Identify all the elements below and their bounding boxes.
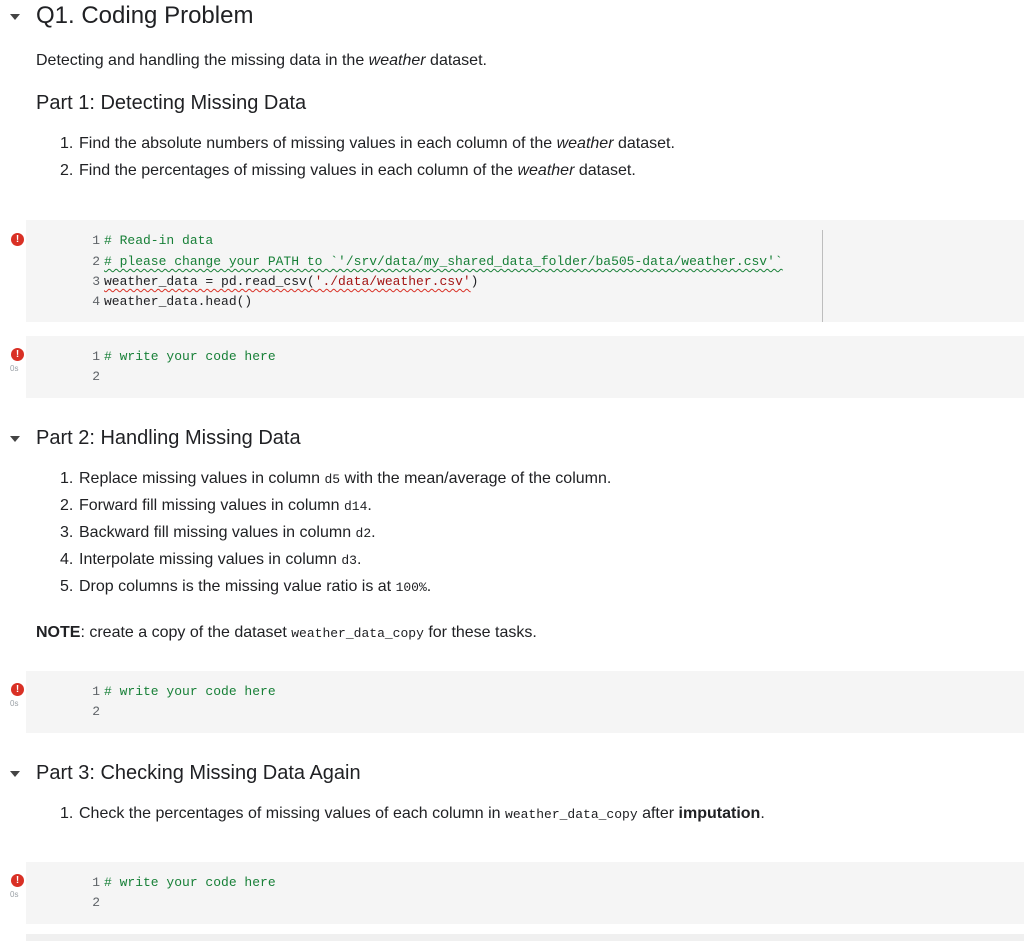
list-number: 2.: [60, 162, 74, 179]
list-number: 1.: [60, 135, 74, 152]
list-bold: imputation: [678, 805, 761, 822]
list-number: 3.: [60, 524, 74, 541]
exec-time: 0s: [10, 890, 19, 899]
list-text: Replace missing values in column: [79, 470, 325, 487]
list-text: Drop columns is the missing value ratio is at: [79, 578, 396, 595]
code-line-4[interactable]: [86, 292, 252, 312]
inline-code: 100%: [395, 580, 427, 595]
code-text: weather_data = pd.read_csv(: [104, 274, 315, 289]
code-line-1[interactable]: [86, 347, 276, 367]
part1-item-2: [60, 162, 636, 180]
code-comment: # Read-in data: [104, 233, 214, 248]
list-text: .: [371, 524, 376, 541]
inline-code: d2: [355, 526, 372, 541]
error-icon[interactable]: !: [11, 683, 24, 696]
inline-code: d5: [324, 472, 341, 487]
part3-title: Part 3: Checking Missing Data Again: [36, 762, 361, 784]
collapse-part3-caret-icon[interactable]: [10, 771, 20, 777]
collapse-part2-caret-icon[interactable]: [10, 436, 20, 442]
part1-item-1: [60, 135, 675, 153]
list-text: Forward fill missing values in column: [79, 497, 344, 514]
code-line-2[interactable]: [86, 702, 104, 722]
part2-title: Part 2: Handling Missing Data: [36, 427, 301, 449]
line-number: 2: [92, 369, 100, 384]
list-em: weather: [556, 135, 614, 152]
note-label: NOTE: [36, 624, 81, 641]
q1-intro-post: dataset.: [425, 52, 487, 69]
part2-note: [36, 624, 537, 642]
list-text: .: [426, 578, 432, 595]
code-line-1[interactable]: [86, 682, 276, 702]
list-text: with the mean/average of the column.: [340, 470, 612, 487]
line-number: 1: [92, 684, 100, 699]
list-number: 1.: [60, 470, 74, 487]
list-text: after: [637, 805, 679, 822]
part2-item-3: [60, 524, 376, 542]
list-number: 1.: [60, 805, 74, 822]
code-comment: # write your code here: [104, 349, 276, 364]
part2-item-4: [60, 551, 361, 569]
line-number: 4: [92, 294, 100, 309]
code-text: weather_data.head(): [104, 294, 253, 309]
q1-intro-em: weather: [368, 52, 426, 69]
code-comment: # please change your PATH to `'/srv/data/my_shared_data_folder/ba505-data/weather.csv'`: [104, 254, 783, 269]
line-number: 2: [92, 895, 100, 910]
code-line-2[interactable]: [86, 252, 783, 272]
error-icon[interactable]: !: [11, 233, 24, 246]
code-line-1[interactable]: [86, 231, 213, 251]
inline-code: d3: [341, 553, 357, 568]
code-text: ): [470, 274, 479, 289]
line-number: 1: [92, 875, 100, 890]
list-text: dataset.: [574, 162, 636, 179]
error-icon[interactable]: !: [11, 348, 24, 361]
exec-time: 0s: [10, 699, 19, 708]
exec-time: 0s: [10, 364, 19, 373]
line-number: 1: [92, 233, 100, 248]
code-cell-5-partial[interactable]: [26, 934, 1024, 941]
list-text: Find the absolute numbers of missing values in each column of the: [79, 135, 557, 152]
list-number: 4.: [60, 551, 74, 568]
line-number: 3: [92, 274, 100, 289]
list-text: .: [356, 551, 362, 568]
inline-code: weather_data_copy: [291, 626, 424, 641]
part2-item-5: [60, 578, 431, 596]
inline-code: d14: [343, 499, 368, 514]
collapse-q1-caret-icon[interactable]: [10, 14, 20, 20]
code-line-2[interactable]: [86, 893, 104, 913]
q1-intro: [36, 52, 487, 70]
part1-title: Part 1: Detecting Missing Data: [36, 92, 307, 114]
line-number: 1: [92, 349, 100, 364]
list-text: Check the percentages of missing values of each column in: [79, 805, 506, 822]
list-text: Backward fill missing values in column: [79, 524, 356, 541]
list-text: Find the percentages of missing values in each column of the: [79, 162, 518, 179]
code-comment: # write your code here: [104, 875, 276, 890]
line-number: 2: [92, 254, 100, 269]
line-number: 2: [92, 704, 100, 719]
list-text: Interpolate missing values in column: [79, 551, 342, 568]
q1-intro-pre: Detecting and handling the missing data in the: [36, 52, 369, 69]
code-cell-1[interactable]: [26, 220, 1024, 322]
code-cell-2[interactable]: [26, 336, 1024, 398]
list-em: weather: [517, 162, 575, 179]
note-text: for these tasks.: [423, 624, 537, 641]
code-comment: # write your code here: [104, 684, 276, 699]
part2-item-2: [60, 497, 372, 515]
code-cell-4[interactable]: [26, 862, 1024, 924]
q1-title: Q1. Coding Problem: [36, 2, 254, 29]
code-line-1[interactable]: [86, 873, 276, 893]
note-text: : create a copy of the dataset: [80, 624, 292, 641]
ruler-line: [822, 230, 823, 322]
part3-item-1: [60, 805, 765, 823]
list-text: dataset.: [613, 135, 675, 152]
code-cell-3[interactable]: [26, 671, 1024, 733]
list-text: .: [760, 805, 765, 822]
code-line-3[interactable]: [86, 272, 478, 292]
part2-item-1: [60, 470, 611, 488]
list-number: 2.: [60, 497, 74, 514]
code-line-2[interactable]: [86, 367, 104, 387]
error-icon[interactable]: !: [11, 874, 24, 887]
list-number: 5.: [60, 578, 74, 595]
code-string: './data/weather.csv': [314, 274, 471, 289]
inline-code: weather_data_copy: [505, 807, 638, 822]
list-text: .: [367, 497, 372, 514]
